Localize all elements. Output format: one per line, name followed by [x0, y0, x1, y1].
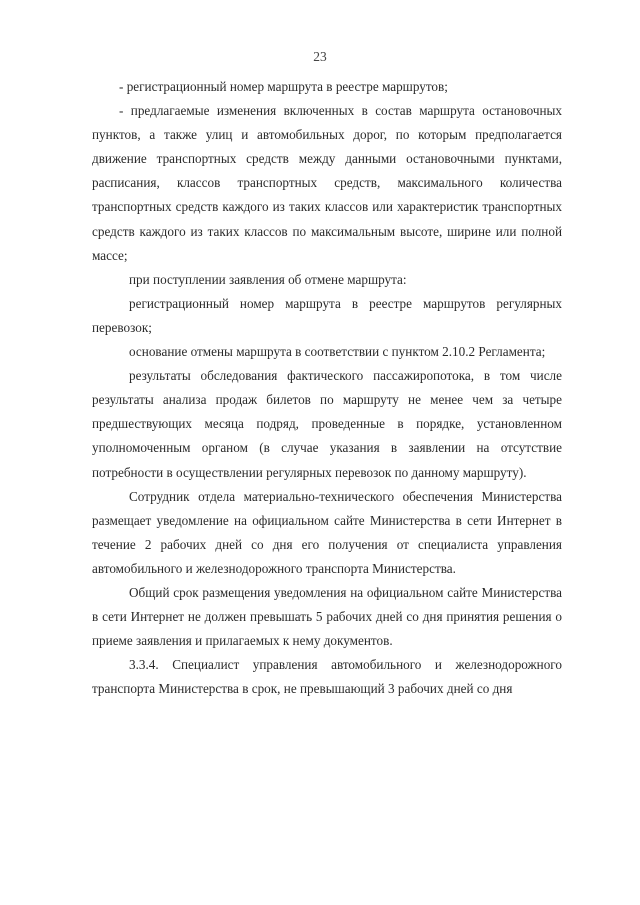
paragraph-passenger-flow-results: результаты обследования фактического пассажиропотока, в том числе результаты анализа продаж билетов по маршруту не менее чем за четыре предшествующих месяца подряд, проведенные в порядке, установленном уполномоченным органом (в случае указания в заявлении на отсутствие потребности в осуществлении регулярных перевозок по данному маршруту). [92, 368, 562, 480]
document-body [92, 75, 562, 701]
paragraph-registry-number: регистрационный номер маршрута в реестре маршрутов регулярных перевозок; [92, 295, 562, 335]
paragraph-proposed-changes: - предлагаемые изменения включенных в состав маршрута остановочных пунктов, а также улиц и автомобильных дорог, по которым предполагается движение транспортных средств между данными остановочными пунктами, расписания, классов транспортных средств, максимального количества транспортных средств каждого из таких классов или характеристик транспортных средств каждого из таких классов по максимальным высоте, ширине или полной массе; [92, 103, 562, 263]
paragraph-cancellation-basis: основание отмены маршрута в соответствии с пунктом 2.10.2 Регламента; [129, 344, 546, 360]
page-number: 23 [313, 49, 327, 64]
paragraph-registration-number: - регистрационный номер маршрута в реестре маршрутов; [119, 79, 448, 94]
paragraph-route-cancellation-heading: при поступлении заявления об отмене маршрута: [129, 271, 407, 287]
paragraph-notification-term: Общий срок размещения уведомления на официальном сайте Министерства в сети Интернет не должен превышать 5 рабочих дней со дня принятия решения о приеме заявления и прилагаемых к нему документов. [92, 584, 562, 649]
paragraph-employee-notification: Сотрудник отдела материально-технического обеспечения Министерства размещает уведомление на официальном сайте Министерства в сети Интернет в течение 2 рабочих дней со дня его получения от специалиста управления автомобильного и железнодорожного транспорта Министерства. [92, 488, 562, 576]
paragraph-section-3-3-4: 3.3.4. Специалист управления автомобильного и железнодорожного транспорта Министерства в срок, не превышающий 3 рабочих дней со дня [92, 657, 562, 697]
